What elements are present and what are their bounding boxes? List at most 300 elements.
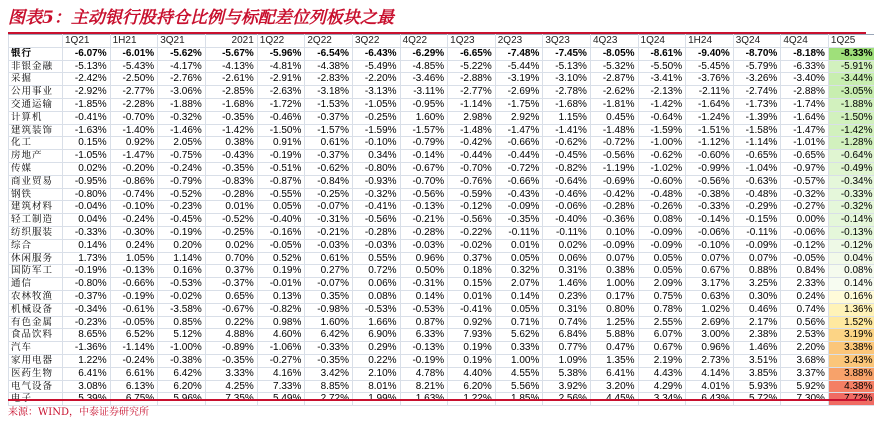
value-cell: -0.19% — [257, 150, 305, 163]
value-cell: 0.10% — [590, 226, 638, 239]
value-cell: -1.42% — [638, 98, 686, 111]
value-cell: -3.40% — [781, 73, 829, 86]
value-cell: 5.39% — [63, 393, 111, 406]
value-cell: 0.05% — [257, 201, 305, 214]
value-cell: -0.37% — [305, 150, 353, 163]
value-cell: 0.24% — [781, 290, 829, 303]
value-cell: -6.01% — [110, 47, 158, 60]
value-cell: -0.43% — [205, 150, 257, 163]
value-cell: 0.55% — [352, 252, 400, 265]
value-cell: 0.22% — [205, 316, 257, 329]
value-cell: 0.61% — [305, 137, 353, 150]
table-row — [9, 239, 874, 252]
value-cell: 6.43% — [686, 393, 734, 406]
value-cell: 0.85% — [158, 316, 206, 329]
value-cell: 5.88% — [590, 329, 638, 342]
value-cell: 0.67% — [638, 342, 686, 355]
value-cell: 2.69% — [686, 316, 734, 329]
value-cell: 0.20% — [158, 239, 206, 252]
value-cell: -1.88% — [158, 98, 206, 111]
value-cell: 7.30% — [781, 393, 829, 406]
value-cell: -0.57% — [781, 175, 829, 188]
value-cell: -0.12% — [781, 239, 829, 252]
value-cell: 3.85% — [733, 367, 781, 380]
value-cell: -1.00% — [638, 137, 686, 150]
sector-name: 化工 — [9, 137, 63, 150]
header-period: 3Q22 — [352, 35, 400, 48]
value-cell: 1.00% — [495, 354, 543, 367]
value-cell: -3.41% — [638, 73, 686, 86]
latest-value-cell: -0.49% — [828, 162, 874, 175]
value-cell: -0.24% — [158, 162, 206, 175]
table-row — [9, 303, 874, 316]
value-cell: -5.22% — [448, 60, 496, 73]
value-cell: 0.71% — [495, 316, 543, 329]
value-cell: 8.85% — [305, 380, 353, 393]
value-cell: -0.40% — [257, 214, 305, 227]
value-cell: 2.20% — [781, 342, 829, 355]
value-cell: 0.05% — [638, 252, 686, 265]
value-cell: -2.87% — [590, 73, 638, 86]
value-cell: -0.36% — [590, 214, 638, 227]
value-cell: 2.10% — [352, 367, 400, 380]
sector-name: 农林牧渔 — [9, 290, 63, 303]
value-cell: -0.56% — [400, 188, 448, 201]
latest-value-cell: -1.42% — [828, 124, 874, 137]
value-cell: -1.42% — [205, 124, 257, 137]
value-cell: 8.01% — [352, 380, 400, 393]
value-cell: -5.79% — [733, 60, 781, 73]
sector-name: 机械设备 — [9, 303, 63, 316]
value-cell: -0.05% — [110, 316, 158, 329]
value-cell: 0.13% — [257, 290, 305, 303]
value-cell: 3.25% — [733, 278, 781, 291]
value-cell: -2.88% — [448, 73, 496, 86]
value-cell: 0.50% — [400, 265, 448, 278]
table-row — [9, 111, 874, 124]
value-cell: -0.45% — [158, 214, 206, 227]
value-cell: -0.56% — [352, 214, 400, 227]
value-cell: -0.70% — [110, 111, 158, 124]
value-cell: 0.84% — [781, 265, 829, 278]
table-row — [9, 214, 874, 227]
value-cell: -0.31% — [305, 214, 353, 227]
value-cell: 0.08% — [638, 214, 686, 227]
sector-name: 轻工制造 — [9, 214, 63, 227]
value-cell: 0.35% — [305, 290, 353, 303]
value-cell: 0.15% — [448, 278, 496, 291]
value-cell: -0.82% — [543, 162, 591, 175]
value-cell: 0.02% — [63, 162, 111, 175]
value-cell: -0.66% — [495, 175, 543, 188]
value-cell: -0.41% — [63, 111, 111, 124]
latest-value-cell: 0.14% — [828, 278, 874, 291]
value-cell: -0.10% — [352, 137, 400, 150]
value-cell: 0.74% — [781, 303, 829, 316]
value-cell: 0.87% — [400, 316, 448, 329]
value-cell: 2.56% — [543, 393, 591, 406]
value-cell: -1.64% — [686, 98, 734, 111]
value-cell: 2.19% — [638, 354, 686, 367]
sector-name: 商业贸易 — [9, 175, 63, 188]
value-cell: 0.92% — [448, 316, 496, 329]
value-cell: -0.15% — [733, 214, 781, 227]
value-cell: -4.17% — [158, 60, 206, 73]
value-cell: -2.92% — [63, 86, 111, 99]
value-cell: -0.72% — [495, 162, 543, 175]
value-cell: -0.06% — [543, 201, 591, 214]
value-cell: -0.25% — [205, 226, 257, 239]
sector-name: 纺织服装 — [9, 226, 63, 239]
value-cell: 8.21% — [400, 380, 448, 393]
value-cell: -0.09% — [495, 201, 543, 214]
value-cell: -6.07% — [63, 47, 111, 60]
value-cell: -2.63% — [257, 86, 305, 99]
value-cell: -0.03% — [352, 239, 400, 252]
value-cell: -1.47% — [781, 124, 829, 137]
header-period: 4Q24 — [781, 35, 829, 48]
value-cell: -0.93% — [352, 175, 400, 188]
sector-name: 汽车 — [9, 342, 63, 355]
latest-value-cell: -0.12% — [828, 239, 874, 252]
value-cell: 2.17% — [733, 316, 781, 329]
value-cell: -0.10% — [110, 201, 158, 214]
value-cell: -0.28% — [205, 188, 257, 201]
value-cell: -0.44% — [448, 150, 496, 163]
value-cell: -3.11% — [400, 86, 448, 99]
value-cell: -0.42% — [448, 137, 496, 150]
value-cell: 0.14% — [495, 290, 543, 303]
value-cell: 0.17% — [590, 290, 638, 303]
value-cell: -0.52% — [205, 214, 257, 227]
value-cell: -0.62% — [305, 162, 353, 175]
value-cell: -9.40% — [686, 47, 734, 60]
value-cell: 2.98% — [448, 111, 496, 124]
value-cell: 5.56% — [495, 380, 543, 393]
value-cell: -1.04% — [733, 162, 781, 175]
value-cell: -0.19% — [110, 290, 158, 303]
value-cell: -3.58% — [158, 303, 206, 316]
value-cell: 6.52% — [110, 329, 158, 342]
value-cell: 1.14% — [158, 252, 206, 265]
value-cell: 3.33% — [205, 367, 257, 380]
value-cell: -0.37% — [205, 278, 257, 291]
value-cell: -0.53% — [400, 303, 448, 316]
value-cell: -4.38% — [305, 60, 353, 73]
latest-value-cell: 1.36% — [828, 303, 874, 316]
value-cell: -5.13% — [543, 60, 591, 73]
value-cell: -2.76% — [158, 73, 206, 86]
value-cell: -5.50% — [638, 60, 686, 73]
value-cell: -0.01% — [257, 278, 305, 291]
value-cell: 4.29% — [638, 380, 686, 393]
value-cell: 0.30% — [733, 290, 781, 303]
value-cell: -0.06% — [686, 226, 734, 239]
value-cell: 0.15% — [63, 137, 111, 150]
value-cell: -0.61% — [110, 303, 158, 316]
value-cell: 6.33% — [400, 329, 448, 342]
latest-value-cell: -8.33% — [828, 47, 874, 60]
value-cell: -2.77% — [448, 86, 496, 99]
sector-name: 公用事业 — [9, 86, 63, 99]
value-cell: -0.11% — [495, 226, 543, 239]
value-cell: 1.09% — [543, 354, 591, 367]
value-cell: 6.20% — [158, 380, 206, 393]
value-cell: -1.57% — [305, 124, 353, 137]
sector-name: 通信 — [9, 278, 63, 291]
value-cell: -0.89% — [205, 342, 257, 355]
value-cell: -0.09% — [590, 239, 638, 252]
sector-name: 有色金属 — [9, 316, 63, 329]
value-cell: 0.32% — [495, 265, 543, 278]
value-cell: -1.85% — [63, 98, 111, 111]
value-cell: -0.53% — [158, 278, 206, 291]
sector-name: 建筑装饰 — [9, 124, 63, 137]
value-cell: -0.33% — [305, 342, 353, 355]
value-cell: -0.09% — [638, 239, 686, 252]
table-row — [9, 98, 874, 111]
value-cell: -0.19% — [400, 354, 448, 367]
sector-name: 电气设备 — [9, 380, 63, 393]
value-cell: -5.43% — [110, 60, 158, 73]
value-cell: 1.22% — [448, 393, 496, 406]
value-cell: -0.53% — [352, 303, 400, 316]
latest-value-cell: 7.72% — [828, 393, 874, 406]
value-cell: 2.38% — [733, 329, 781, 342]
value-cell: -0.05% — [257, 239, 305, 252]
value-cell: 0.92% — [110, 137, 158, 150]
value-cell: 0.07% — [686, 252, 734, 265]
value-cell: -0.66% — [495, 137, 543, 150]
sector-name: 房地产 — [9, 150, 63, 163]
table-row — [9, 290, 874, 303]
value-cell: -0.55% — [257, 188, 305, 201]
value-cell: -7.48% — [495, 47, 543, 60]
value-cell: 8.65% — [63, 329, 111, 342]
value-cell: -1.73% — [733, 98, 781, 111]
value-cell: -1.53% — [305, 98, 353, 111]
value-cell: 1.66% — [352, 316, 400, 329]
value-cell: -0.10% — [686, 239, 734, 252]
value-cell: -0.28% — [400, 226, 448, 239]
value-cell: -1.14% — [448, 98, 496, 111]
value-cell: 1.60% — [305, 316, 353, 329]
value-cell: 0.96% — [686, 342, 734, 355]
value-cell: -0.32% — [352, 188, 400, 201]
header-sector — [9, 35, 63, 48]
table-row — [9, 226, 874, 239]
value-cell: -0.40% — [543, 214, 591, 227]
value-cell: -2.13% — [638, 86, 686, 99]
value-cell: 1.00% — [590, 278, 638, 291]
value-cell: 6.07% — [638, 329, 686, 342]
value-cell: -0.64% — [543, 175, 591, 188]
value-cell: -0.64% — [638, 111, 686, 124]
value-cell: -0.43% — [495, 188, 543, 201]
latest-value-cell: -0.32% — [828, 201, 874, 214]
value-cell: 0.77% — [543, 342, 591, 355]
value-cell: -0.21% — [305, 226, 353, 239]
value-cell: 2.09% — [638, 278, 686, 291]
value-cell: -1.72% — [257, 98, 305, 111]
table-row — [9, 367, 874, 380]
value-cell: -1.59% — [638, 124, 686, 137]
value-cell: -0.13% — [400, 342, 448, 355]
value-cell: 0.22% — [352, 354, 400, 367]
table-row — [9, 342, 874, 355]
value-cell: -1.46% — [158, 124, 206, 137]
value-cell: -1.75% — [495, 98, 543, 111]
value-cell: 0.91% — [257, 137, 305, 150]
value-cell: -0.14% — [400, 150, 448, 163]
table-row — [9, 265, 874, 278]
value-cell: -0.76% — [448, 175, 496, 188]
header-period: 1Q21 — [63, 35, 111, 48]
sector-name: 食品饮料 — [9, 329, 63, 342]
table-row — [9, 278, 874, 291]
sector-name: 综合 — [9, 239, 63, 252]
value-cell: 6.20% — [448, 380, 496, 393]
value-cell: 1.15% — [543, 111, 591, 124]
value-cell: -0.95% — [63, 175, 111, 188]
value-cell: -0.42% — [590, 188, 638, 201]
value-cell: -0.72% — [590, 137, 638, 150]
value-cell: 1.02% — [686, 303, 734, 316]
value-cell: -0.48% — [733, 188, 781, 201]
latest-value-cell: 0.16% — [828, 290, 874, 303]
value-cell: -0.09% — [733, 239, 781, 252]
value-cell: 2.05% — [158, 137, 206, 150]
value-cell: 4.14% — [686, 367, 734, 380]
value-cell: -1.57% — [400, 124, 448, 137]
value-cell: -0.83% — [205, 175, 257, 188]
value-cell: -0.16% — [257, 226, 305, 239]
value-cell: 3.51% — [733, 354, 781, 367]
value-cell: 0.63% — [686, 290, 734, 303]
value-cell: 4.55% — [495, 367, 543, 380]
value-cell: -1.41% — [543, 124, 591, 137]
latest-value-cell: -5.91% — [828, 60, 874, 73]
value-cell: 0.07% — [590, 252, 638, 265]
value-cell: -0.33% — [63, 226, 111, 239]
value-cell: 0.18% — [448, 265, 496, 278]
value-cell: 3.20% — [590, 380, 638, 393]
value-cell: 2.92% — [495, 111, 543, 124]
value-cell: -0.04% — [63, 201, 111, 214]
value-cell: 1.46% — [543, 278, 591, 291]
value-cell: -0.32% — [781, 188, 829, 201]
value-cell: 2.73% — [686, 354, 734, 367]
value-cell: -0.29% — [733, 201, 781, 214]
value-cell: -1.24% — [686, 111, 734, 124]
value-cell: -0.70% — [400, 175, 448, 188]
value-cell: -0.07% — [305, 201, 353, 214]
value-cell: -0.02% — [448, 239, 496, 252]
value-cell: 0.01% — [448, 290, 496, 303]
latest-value-cell: 3.38% — [828, 342, 874, 355]
value-cell: -3.19% — [495, 73, 543, 86]
value-cell: 0.05% — [495, 252, 543, 265]
value-cell: -0.21% — [400, 214, 448, 227]
value-cell: -0.52% — [158, 188, 206, 201]
value-cell: -0.19% — [63, 265, 111, 278]
table-row — [9, 380, 874, 393]
value-cell: 0.74% — [543, 316, 591, 329]
value-cell: 0.72% — [352, 265, 400, 278]
value-cell: 3.17% — [686, 278, 734, 291]
value-cell: -1.05% — [63, 150, 111, 163]
value-cell: 4.78% — [400, 367, 448, 380]
table-row — [9, 354, 874, 367]
value-cell: 1.25% — [590, 316, 638, 329]
value-cell: 3.92% — [543, 380, 591, 393]
value-cell: 0.37% — [448, 252, 496, 265]
value-cell: 0.07% — [733, 252, 781, 265]
value-cell: 0.05% — [638, 265, 686, 278]
value-cell: 0.34% — [352, 150, 400, 163]
value-cell: -1.06% — [257, 342, 305, 355]
value-cell: -1.63% — [63, 124, 111, 137]
value-cell: -0.46% — [257, 111, 305, 124]
value-cell: -1.12% — [686, 137, 734, 150]
value-cell: -2.77% — [110, 86, 158, 99]
value-cell: 0.19% — [448, 354, 496, 367]
value-cell: -2.91% — [257, 73, 305, 86]
value-cell: -2.11% — [686, 86, 734, 99]
value-cell: -1.14% — [733, 137, 781, 150]
value-cell: 4.45% — [590, 393, 638, 406]
value-cell: -0.48% — [638, 188, 686, 201]
value-cell: -0.80% — [63, 188, 111, 201]
header-period: 1Q24 — [638, 35, 686, 48]
value-cell: 6.61% — [110, 367, 158, 380]
value-cell: 1.85% — [495, 393, 543, 406]
value-cell: -0.38% — [686, 188, 734, 201]
value-cell: -3.46% — [400, 73, 448, 86]
table-row — [9, 252, 874, 265]
value-cell: -0.65% — [781, 150, 829, 163]
latest-value-cell: -0.64% — [828, 150, 874, 163]
value-cell: -0.74% — [110, 188, 158, 201]
value-cell: 5.72% — [733, 393, 781, 406]
value-cell: -0.75% — [158, 150, 206, 163]
value-cell: 0.27% — [305, 265, 353, 278]
value-cell: 0.02% — [543, 239, 591, 252]
value-cell: 3.08% — [63, 380, 111, 393]
value-cell: 0.33% — [495, 342, 543, 355]
value-cell: 2.53% — [781, 329, 829, 342]
value-cell: 0.47% — [590, 342, 638, 355]
value-cell: -3.06% — [158, 86, 206, 99]
value-cell: -2.74% — [733, 86, 781, 99]
value-cell: 5.62% — [495, 329, 543, 342]
value-cell: -0.13% — [110, 265, 158, 278]
header-period: 3Q21 — [158, 35, 206, 48]
value-cell: 0.19% — [448, 342, 496, 355]
value-cell: 0.00% — [781, 214, 829, 227]
value-cell: 0.29% — [352, 342, 400, 355]
latest-value-cell: -0.14% — [828, 214, 874, 227]
value-cell: -0.44% — [495, 150, 543, 163]
value-cell: -0.95% — [400, 98, 448, 111]
value-cell: -1.47% — [110, 150, 158, 163]
value-cell: 1.22% — [63, 354, 111, 367]
latest-value-cell: -0.34% — [828, 175, 874, 188]
value-cell: -1.39% — [733, 111, 781, 124]
value-cell: -1.48% — [590, 124, 638, 137]
value-cell: -0.35% — [205, 162, 257, 175]
value-cell: 6.84% — [543, 329, 591, 342]
